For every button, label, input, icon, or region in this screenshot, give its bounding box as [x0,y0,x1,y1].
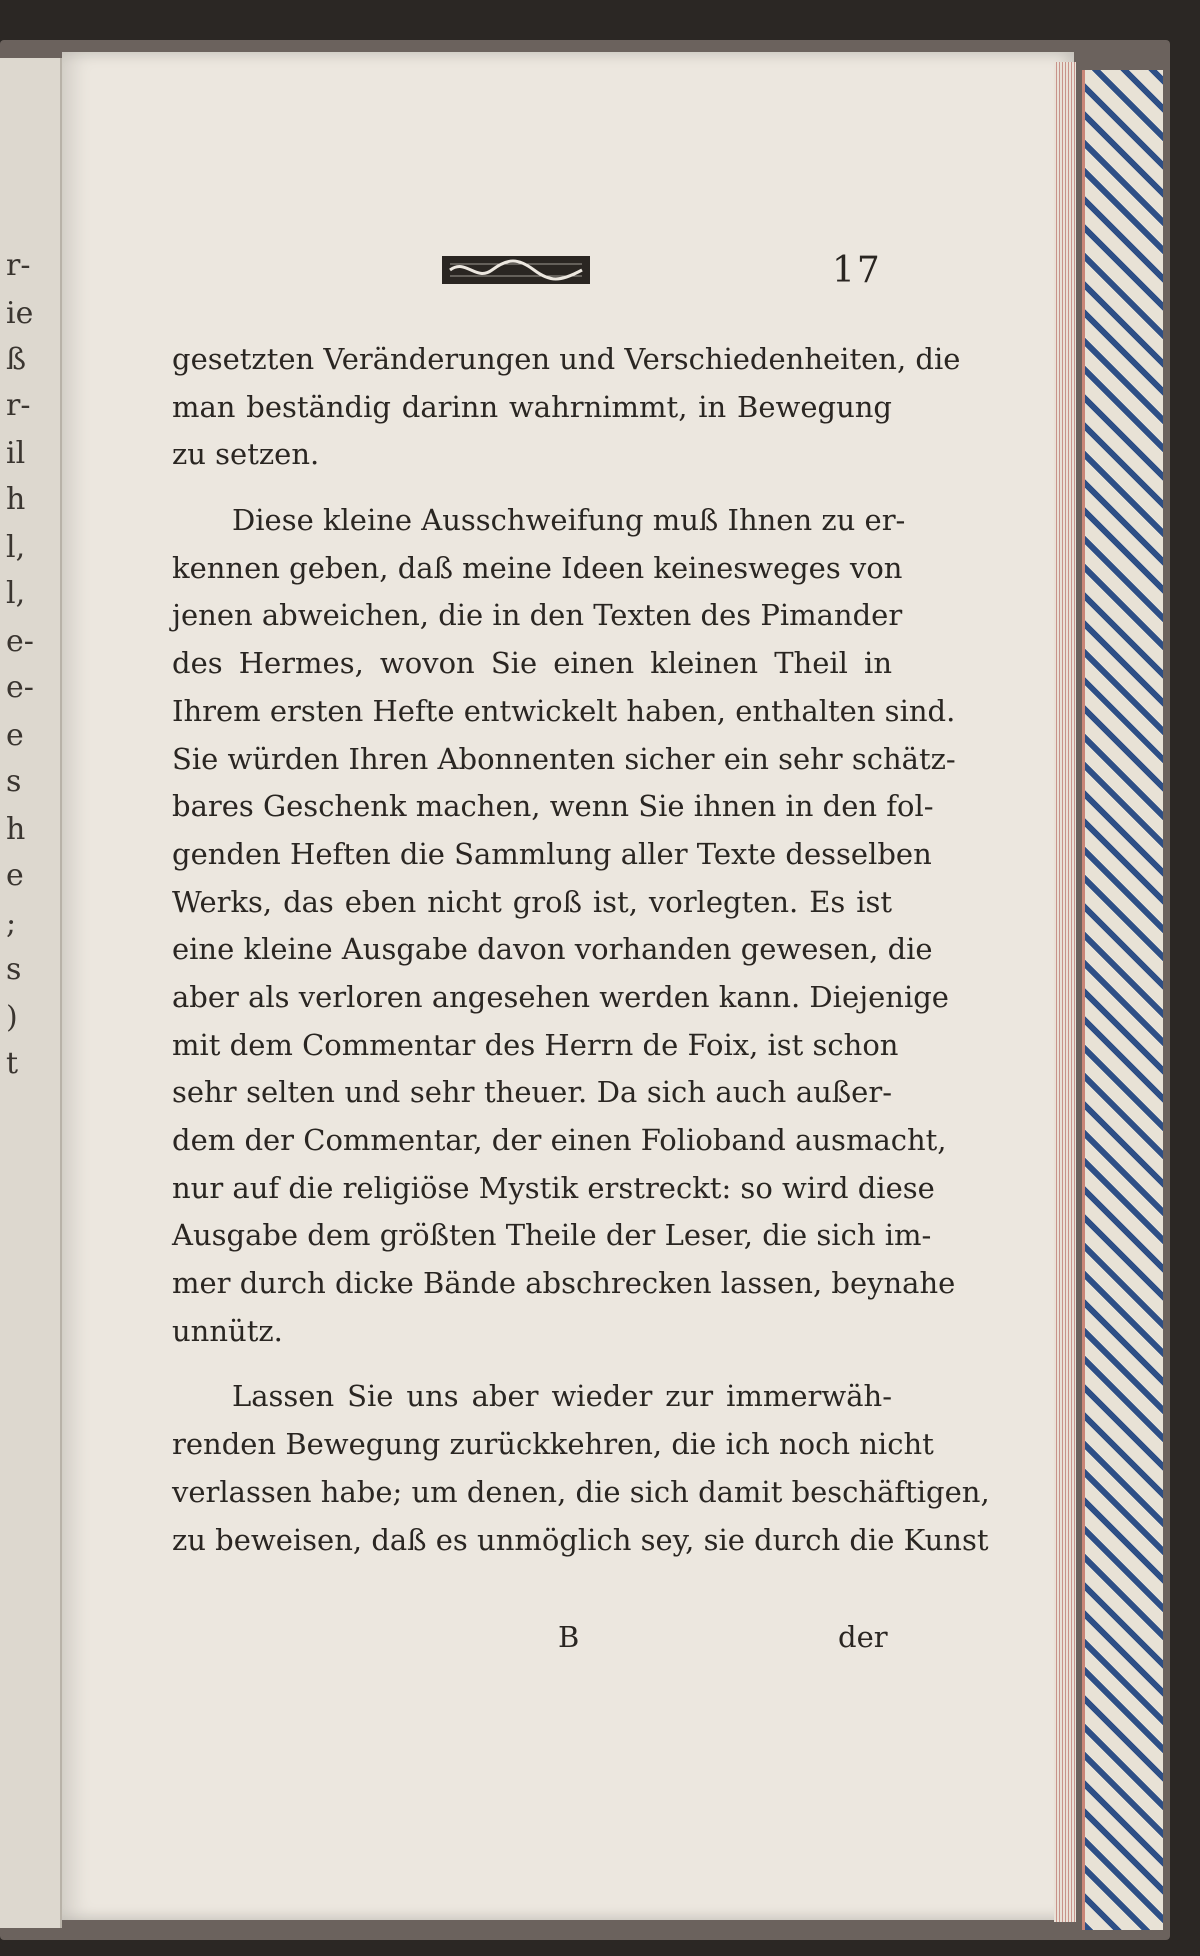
signature-mark: B [558,1620,580,1654]
text-line: jenen abweichen, die in den Texten des Pimander [172,598,903,633]
left-page-fragment: t [6,1046,19,1081]
left-page-fragment: r- [6,388,31,423]
text-line: renden Bewegung zurückkehren, die ich noch nicht [172,1427,934,1462]
left-page-fragment: s [6,952,22,987]
text-line: mer durch dicke Bände abschrecken lassen, beynahe [172,1266,956,1301]
left-page-fragment: l, [6,576,26,611]
left-page-fragment: s [6,764,22,799]
left-page-fragment: ie [6,296,34,331]
text-line: Lassen Sie uns aber wieder zur immerwäh- [232,1379,892,1414]
left-page-edge [0,58,62,1928]
ornament-rule-icon [442,252,590,288]
marbled-endpaper [1082,70,1163,1930]
text-line: genden Heften die Sammlung aller Texte desselben [172,836,932,871]
left-page-fragment: r- [6,248,31,283]
text-line: gesetzten Veränderungen und Verschiedenheiten, die [172,342,961,376]
text-line: verlassen habe; um denen, die sich damit beschäftigen, [172,1474,990,1509]
text-line: bares Geschenk machen, wenn Sie ihnen in den fol- [172,789,934,824]
text-line: Sie würden Ihren Abonnenten sicher ein sehr schätz- [172,741,956,776]
text-line: mit dem Commentar des Herrn de Foix, ist schon [172,1027,899,1062]
text-line: nur auf die religiöse Mystik erstreckt: so wird diese [172,1170,935,1205]
left-page-fragment: h [6,482,26,517]
left-page-fragment: ; [6,906,17,941]
text-line: Ihrem ersten Hefte entwickelt haben, enthalten sind. [172,693,956,728]
text-line: Diese kleine Ausschweifung muß Ihnen zu er- [232,503,906,538]
text-line: sehr selten und sehr theuer. Da sich auch außer- [172,1075,892,1110]
text-line: zu beweisen, daß es unmöglich sey, sie durch die Kunst [172,1522,989,1557]
left-page-fragment: e- [6,670,34,705]
catchword: der [838,1620,888,1654]
left-page-fragment: ) [6,1000,18,1035]
text-line: Werks, das eben nicht groß ist, vorlegten. Es ist [172,884,892,919]
text-line: kennen geben, daß meine Ideen keinesweges von [172,550,903,585]
right-page [62,52,1074,1920]
left-page-fragment: ß [6,342,27,377]
left-page-fragment: h [6,812,26,847]
left-page-fragment: il [6,436,26,471]
text-line: eine kleine Ausgabe davon vorhanden gewesen, die [172,932,933,967]
text-line: man beständig darinn wahrnimmt, in Bewegung [172,389,892,424]
text-line: Ausgabe dem größten Theile der Leser, die sich im- [172,1218,932,1253]
page-number: 17 [832,250,882,291]
text-line: dem der Commentar, der einen Folioband ausmacht, [172,1123,947,1157]
text-line: zu setzen. [172,437,320,472]
left-page-fragment: l, [6,530,26,565]
left-page-fragment: e [6,718,24,753]
page-edges [1054,62,1076,1922]
body-text [172,336,990,1564]
left-page-fragment: e [6,858,24,893]
text-line: unnütz. [172,1313,283,1348]
text-line: des Hermes, wovon Sie einen kleinen Theil in [172,646,892,681]
text-line: aber als verloren angesehen werden kann. Diejenige [172,979,949,1014]
left-page-fragment: e- [6,624,34,659]
